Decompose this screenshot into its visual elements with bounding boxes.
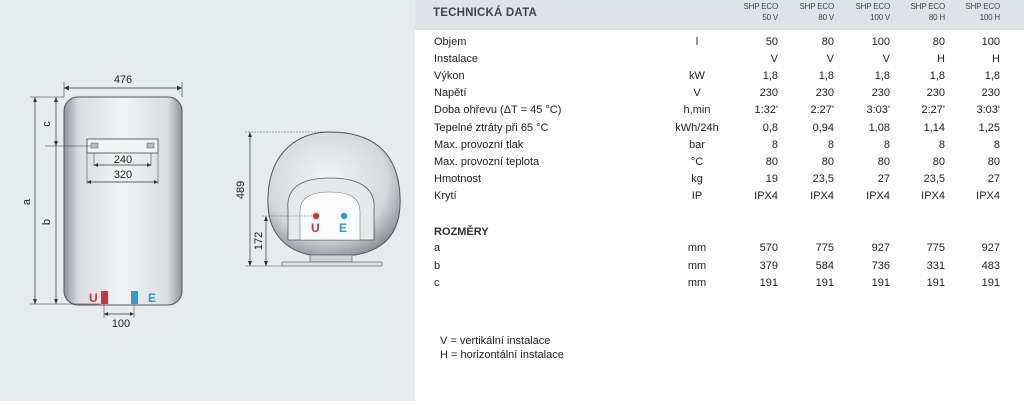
row-value: 927 xyxy=(871,242,890,254)
row-value: 1,14 xyxy=(923,121,945,134)
row-unit: mm xyxy=(687,277,707,289)
inlet-pipe xyxy=(101,291,108,304)
side-inlet-label: U xyxy=(311,221,320,235)
row-value: 1,25 xyxy=(978,121,1000,134)
row-value: 8 xyxy=(827,138,834,151)
column-header xyxy=(738,1,778,23)
row-unit: kW xyxy=(689,70,705,83)
row-unit: l xyxy=(695,36,699,48)
row-value: 80 xyxy=(877,155,890,168)
row-value: 27 xyxy=(987,172,1000,185)
dimensions-title: ROZMĚRY xyxy=(434,226,489,238)
row-value: IPX4 xyxy=(754,189,778,202)
side-outlet-label: E xyxy=(339,221,348,235)
row-value: 8 xyxy=(993,138,1000,151)
row-value: 8 xyxy=(771,138,778,151)
note-horizontal: H = horizontální instalace xyxy=(440,349,564,361)
column-header xyxy=(905,1,945,23)
row-unit: h,min xyxy=(683,104,711,117)
row-value: 191 xyxy=(871,277,890,289)
side-inlet-dot xyxy=(313,213,319,219)
column-header-model: SHP ECO xyxy=(965,2,1000,11)
row-value: 230 xyxy=(759,87,778,100)
column-header-variant: 80 V xyxy=(818,13,834,22)
drawing-panel xyxy=(0,0,415,401)
tank-front-body xyxy=(64,97,182,305)
page-title: TECHNICKÁ DATA xyxy=(433,7,537,19)
row-value: 191 xyxy=(981,277,1000,289)
side-view xyxy=(235,132,400,266)
row-value: 3:03' xyxy=(866,104,890,117)
row-value: 2:27' xyxy=(921,104,945,117)
row-value: 3:03' xyxy=(976,104,1000,117)
row-label: Tepelné ztráty při 65 °C xyxy=(434,121,549,134)
row-value: 80 xyxy=(821,155,834,168)
dim-b-label: b xyxy=(41,218,53,226)
row-unit: bar xyxy=(689,138,705,151)
row-value: 50 xyxy=(765,36,778,48)
row-value: 379 xyxy=(759,259,778,272)
row-value: V xyxy=(770,53,778,66)
row-label: Max. provozní tlak xyxy=(434,138,524,151)
row-value: 0,94 xyxy=(812,121,834,134)
row-value: 80 xyxy=(932,36,945,48)
row-label: c xyxy=(434,277,440,289)
row-value: 80 xyxy=(987,155,1000,168)
pipe-spacing-label: 100 xyxy=(111,318,131,330)
row-label: Napětí xyxy=(434,87,467,100)
row-value: 0,8 xyxy=(762,121,778,134)
row-value: 331 xyxy=(926,259,945,272)
row-value: 8 xyxy=(938,138,945,151)
row-value: IPX4 xyxy=(810,189,834,202)
row-value: 27 xyxy=(877,172,890,185)
row-unit: IP xyxy=(691,189,703,202)
row-value: H xyxy=(992,53,1000,66)
row-unit: °C xyxy=(690,155,704,168)
row-label: Krytí xyxy=(434,189,457,202)
side-pipe-height-label: 172 xyxy=(253,231,265,251)
row-unit: kg xyxy=(691,172,703,185)
row-value: IPX4 xyxy=(921,189,945,202)
row-value: 80 xyxy=(932,155,945,168)
bracket-inner-label: 240 xyxy=(113,154,133,166)
row-value: 1,8 xyxy=(929,70,945,83)
row-value: 80 xyxy=(765,155,778,168)
row-label: b xyxy=(434,259,441,272)
outlet-pipe xyxy=(131,291,138,304)
row-value: 100 xyxy=(871,36,890,48)
row-value: 23,5 xyxy=(923,172,945,185)
row-value: 1,8 xyxy=(762,70,778,83)
column-header xyxy=(850,1,890,23)
row-value: 927 xyxy=(981,242,1000,254)
row-value: 100 xyxy=(981,36,1000,48)
technical-drawing xyxy=(0,0,415,401)
bracket-outer-label: 320 xyxy=(113,169,133,181)
row-label: a xyxy=(434,242,441,254)
row-value: 80 xyxy=(821,36,834,48)
row-label: Výkon xyxy=(434,70,465,83)
side-height-label: 489 xyxy=(235,180,247,200)
front-view xyxy=(21,74,182,330)
row-value: 230 xyxy=(981,87,1000,100)
row-value: 775 xyxy=(926,242,945,254)
row-label: Hmotnost xyxy=(434,172,482,185)
row-value: V xyxy=(826,53,834,66)
row-value: 19 xyxy=(765,172,778,185)
row-unit: V xyxy=(693,87,701,100)
row-value: 1,08 xyxy=(868,121,890,134)
row-value: 1,8 xyxy=(874,70,890,83)
row-value: 191 xyxy=(815,277,834,289)
row-value: 775 xyxy=(815,242,834,254)
row-label: Doba ohřevu (ΔT = 45 °C) xyxy=(434,104,562,117)
column-header-model: SHP ECO xyxy=(743,2,778,11)
row-value: 191 xyxy=(759,277,778,289)
row-value: 483 xyxy=(981,259,1000,272)
row-value: 8 xyxy=(883,138,890,151)
column-header-model: SHP ECO xyxy=(799,2,834,11)
column-header xyxy=(794,1,834,23)
row-unit: mm xyxy=(687,259,707,272)
row-value: 1,8 xyxy=(984,70,1000,83)
column-header-variant: 50 V xyxy=(762,13,778,22)
column-header xyxy=(960,1,1000,23)
row-value: 230 xyxy=(815,87,834,100)
row-label: Instalace xyxy=(434,53,479,66)
column-header-variant: 100 H xyxy=(979,13,1000,22)
outlet-label: E xyxy=(148,291,157,305)
row-label: Objem xyxy=(434,36,467,48)
row-unit: kWh/24h xyxy=(675,121,719,134)
width-label: 476 xyxy=(113,74,133,86)
row-value: 584 xyxy=(815,259,834,272)
row-value: 230 xyxy=(926,87,945,100)
side-outlet-dot xyxy=(341,213,347,219)
row-value: 230 xyxy=(871,87,890,100)
row-value: H xyxy=(937,53,945,66)
row-value: 2:27' xyxy=(810,104,834,117)
column-header-model: SHP ECO xyxy=(855,2,890,11)
row-value: 1:32' xyxy=(754,104,778,117)
column-header-variant: 80 H xyxy=(928,13,945,22)
inlet-label: U xyxy=(89,291,98,305)
row-unit: mm xyxy=(687,242,707,254)
row-value: 736 xyxy=(871,259,890,272)
column-header-model: SHP ECO xyxy=(910,2,945,11)
row-value: IPX4 xyxy=(866,189,890,202)
column-header-variant: 100 V xyxy=(870,13,890,22)
note-vertical: V = vertikální instalace xyxy=(440,335,551,347)
row-value: 1,8 xyxy=(818,70,834,83)
row-value: V xyxy=(882,53,890,66)
row-label: Max. provozní teplota xyxy=(434,155,540,168)
row-value: 191 xyxy=(926,277,945,289)
dim-c-label: c xyxy=(41,121,53,127)
row-value: 570 xyxy=(759,242,778,254)
dim-a-label: a xyxy=(21,198,33,206)
row-value: 23,5 xyxy=(812,172,834,185)
row-value: IPX4 xyxy=(976,189,1000,202)
